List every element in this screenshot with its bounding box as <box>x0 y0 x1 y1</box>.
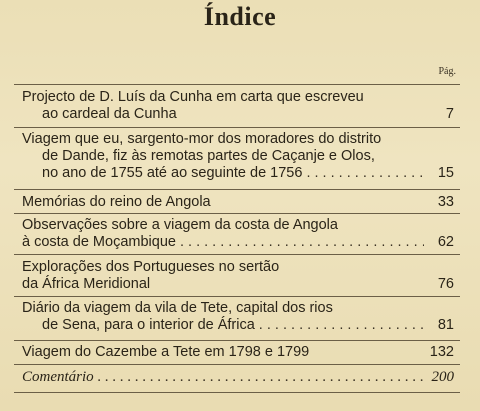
toc-entry-page: 15 <box>437 165 454 181</box>
divider <box>14 213 460 214</box>
leader-dots <box>98 369 424 386</box>
toc-entry-line: Observações sobre a viagem da costa de Angola <box>22 217 338 233</box>
toc-entry-last-line <box>22 344 454 361</box>
toc-entry-last-line <box>22 234 454 251</box>
toc-entry-line: Memórias do reino de Angola <box>22 194 211 210</box>
toc-entry-page: 132 <box>429 344 454 360</box>
toc-entry-line: Comentário <box>22 369 94 385</box>
divider <box>14 189 460 190</box>
toc-entry-line: à costa de Moçambique <box>22 234 176 250</box>
toc-entry-line: Diário da viagem da vila de Tete, capital dos rios <box>22 300 333 316</box>
toc-entry[interactable] <box>22 89 454 123</box>
toc-entry-line: ao cardeal da Cunha <box>42 106 177 122</box>
page-title: Índice <box>203 2 277 31</box>
toc-entry[interactable] <box>22 300 454 334</box>
toc-entry-last-line <box>22 317 454 334</box>
toc-entry-last-line <box>22 369 454 386</box>
toc-entry-last-line <box>22 165 454 182</box>
toc-entry-last-line <box>22 106 454 123</box>
leader-dots <box>306 165 424 182</box>
toc-entry-page: 62 <box>437 234 454 250</box>
divider <box>14 296 460 297</box>
toc-entry-page: 81 <box>437 317 454 333</box>
toc-entry-line: de Sena, para o interior de África <box>42 317 255 333</box>
toc-entry-line: Viagem que eu, sargento-mor dos moradores do distrito <box>22 131 382 147</box>
toc-entry-line: de Dande, fiz às remotas partes de Caçanje e Olos, <box>42 148 375 164</box>
toc-entry-line: Projecto de D. Luís da Cunha em carta que escreveu <box>22 89 364 105</box>
toc-entry-last-line <box>22 276 454 293</box>
toc-entry-page: 7 <box>445 106 454 122</box>
toc-entry-line: no ano de 1755 até ao seguinte de 1756 <box>42 165 303 181</box>
divider <box>14 127 460 128</box>
toc-entry[interactable] <box>22 259 454 293</box>
leader-dots <box>259 317 424 334</box>
toc-entry-line: da África Meridional <box>22 276 151 292</box>
leader-dots <box>180 234 424 251</box>
divider <box>14 340 460 341</box>
divider <box>14 254 460 255</box>
toc-entry-last-line <box>22 194 454 211</box>
toc-entry[interactable] <box>22 131 454 182</box>
toc-entry-page: 200 <box>431 369 454 385</box>
divider <box>14 84 460 85</box>
toc-entry[interactable] <box>22 369 454 386</box>
page-column-label: Pág. <box>438 66 456 77</box>
toc-entry-page: 33 <box>437 194 454 210</box>
divider <box>14 392 460 393</box>
toc-entry[interactable] <box>22 344 454 361</box>
toc-entry[interactable] <box>22 194 454 211</box>
toc-entry-line: Explorações dos Portugueses no sertão <box>22 259 280 275</box>
toc-entry[interactable] <box>22 217 454 251</box>
divider <box>14 364 460 365</box>
toc-entry-line: Viagem do Cazembe a Tete em 1798 e 1799 <box>22 344 310 360</box>
toc-entry-page: 76 <box>437 276 454 292</box>
